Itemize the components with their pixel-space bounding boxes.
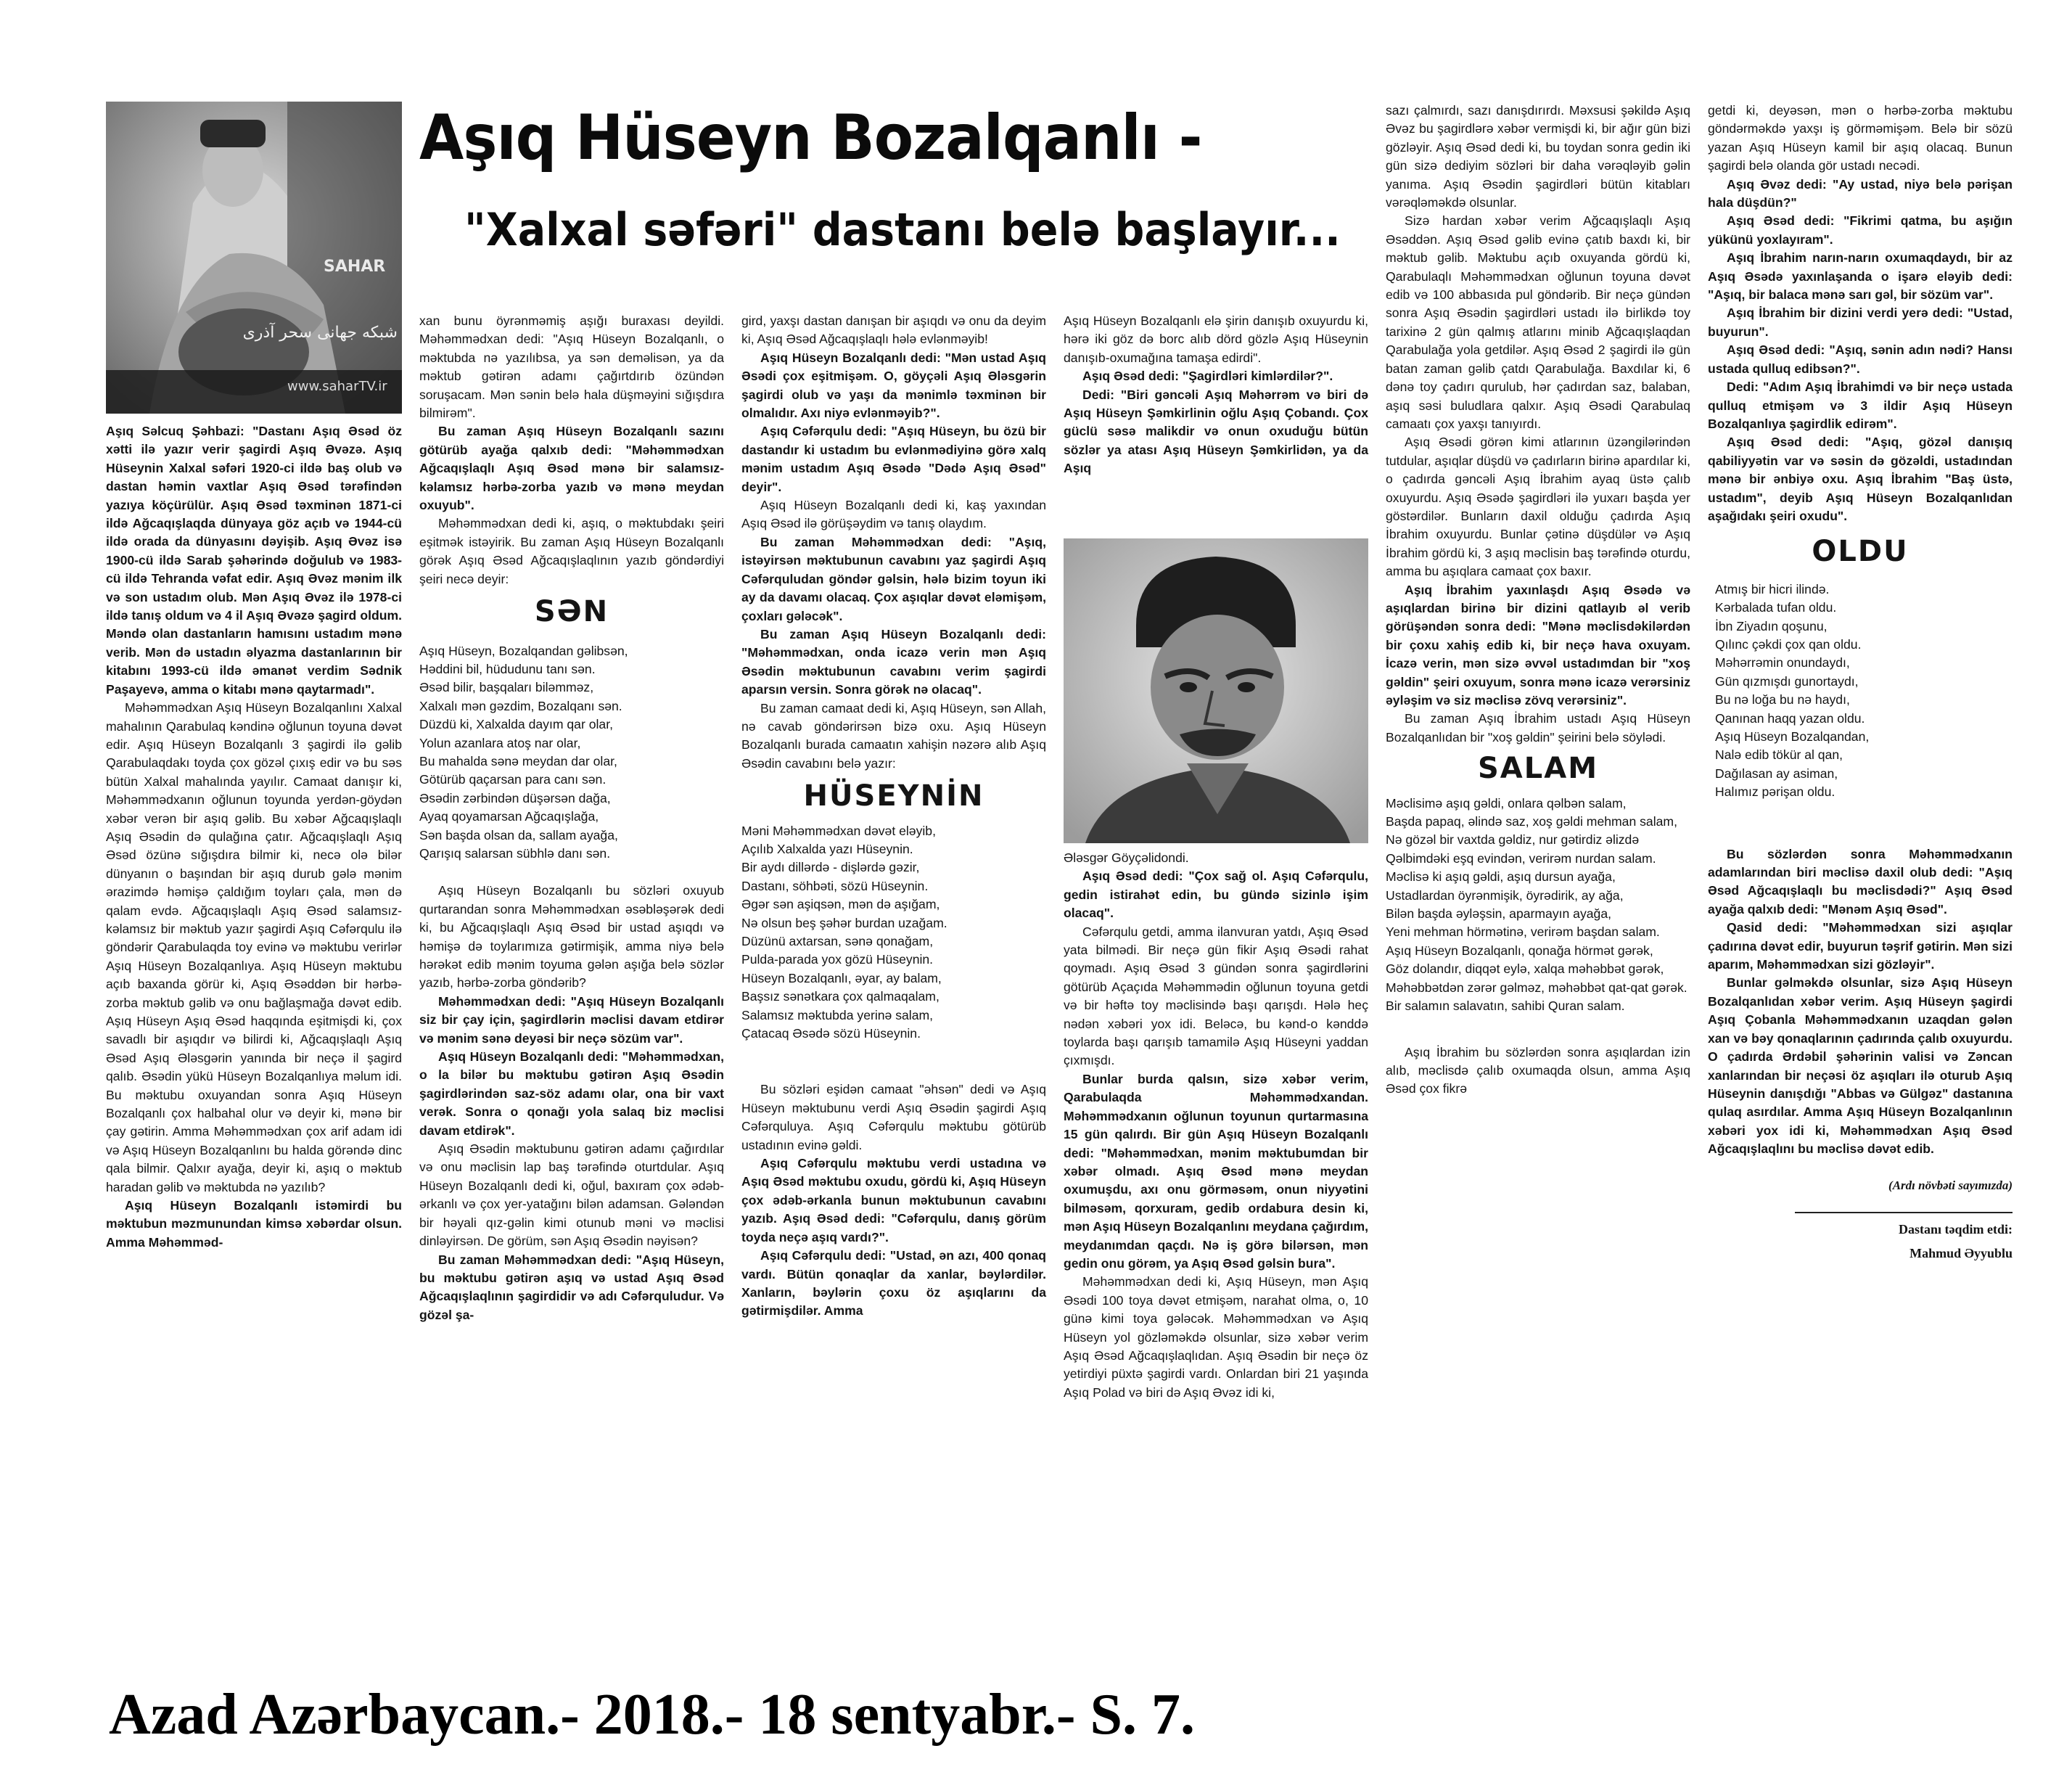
- col4-paragraph: Aşıq Əsəd dedi: "Şagirdləri kimlərdilər?".: [1082, 369, 1333, 384]
- citation-footer: Azad Azərbaycan.- 2018.- 18 sentyabr.- S. 7.: [109, 1683, 1195, 1747]
- col3-paragraph: Bu zaman camaat dedi ki, Aşıq Hüseyn, sən Allah, nə cavab göndərirsən bizə oxu. Aşıq Hüseyn Bozalqanlı burada camaatın xahişin nəzərə alıb Aşıq Əsədin cavabını belə yazır:: [741, 700, 1046, 771]
- col6-paragraph: Aşıq Əvəz dedi: "Ay ustad, niyə belə pərişan hala düşdün?": [1708, 176, 2013, 210]
- col2-paragraph: Bu zaman Aşıq Hüseyn Bozalqanlı sazını götürüb ayağa qalxıb dedi: "Məhəmmədxan Ağcaqışlaqlı Aşıq Əsəd mənə bir salamsız-kəlamsız hərbə-zorba yazıb və mənə meydan oxuyub".: [419, 424, 724, 513]
- section-heading-salam: SALAM: [1477, 752, 1598, 786]
- col2-paragraph: xan bunu öyrənməmiş aşığı buraxası deyildi. Məhəmmədxan dedi: "Aşıq Hüseyn Bozalqanlı, o məktubda nə yazılıbsa, ya sən deməlisən, ya da məktub gətirən adamı çağırtdırıb özündən soruşacam. Mən sənin belə hala düşməyini sığışdıra bilmirəm".: [419, 313, 724, 421]
- col3-paragraph: Aşıq Hüseyn Bozalqanlı dedi: "Mən ustad Aşıq Əsədi çox eşitmişəm. O, göyçəli Aşıq Ələsgərin şagirdi olub və yaşı da mənimlə təxminən bir olmalıdır. Axı niyə evlənməyib?".: [741, 350, 1046, 421]
- photo-alesger-goycelidondi: [1064, 538, 1368, 843]
- column-1: [106, 422, 402, 1252]
- col4-paragraph: Aşıq Əsəd dedi: "Çox sağ ol. Aşıq Cəfərqulu, gedin istirahət edin, bu gündə sizinlə işim olacaq".: [1064, 869, 1368, 921]
- col6-paragraph: getdi ki, deyəsən, mən o hərbə-zorba məktubu göndərməkdə yaxşı iş görməmişəm. Belə bir sözü yazan Aşıq Hüseyn kamil bir aşıq olacaq. Bunun şagirdi belə olanda gör ustadı necədi.: [1708, 103, 2013, 173]
- column-4: [1064, 312, 1368, 478]
- col1-paragraph: Məhəmmədxan Aşıq Hüseyn Bozalqanlını Xalxal mahalının Qarabulaq kəndinə oğlunun toyuna dəvət edir. Aşıq Hüseyn Bozalqanlı 3 şagirdi ilə gəlib Qarabulaqdakı toyda çox gözəl çıxış edir və bu səs bütün Xalxal mahalında yayılır. Camaat danışır ki, Məhəmmədxanın oğlunun toyunda yerdən-göydən xəbər verən bir aşıq gəlib. Bu xəbər Ağcaqışlaqlı Aşıq Əsədin də qulağına çatır. Ağcaqışlaqlı Aşıq Əsəd özünə sığışdıra bilmir ki, necə olə bilər dünyanın o başından bir aşıq durub gələ mənim ərazimdə həmişə çaldığım toyları çala, mən də qalam evdə. Ağcaqışlaqlı Aşıq Əsəd salamsız-kəlamsız bir məktub yazır şagirdi Aşıq Cəfərqulu ilə göndərir Qarabulaqda toy evinə və məktubu verirlər Aşıq Hüseyn Bozalqanlıya. Aşıq Hüseyn məktubu açıb baxanda görür ki, Aşıq Əsəddən bir hərbə-zorba məktub gəlib və onu bağlaşmağa dəvət edib. Aşıq Hüseyn Aşıq Əsəd haqqında eşitmişdi ki, çox savadlı bir aşıqdır və bilirdi ki, Ağcaqışlaqlı Aşıq Əsəd Aşıq Ələsgərin yanında bir neçə il şagird qalıb. Əsədin yükü Hüseyn Bozalqanlıya məlum idi. Bu məktubu oxuyandan sonra Aşıq Hüseyn Bozalqanlı çox halbahal olur və deyir ki, mənə bir çay gətirin. Amma Məhəmmədxan çox arif adam idi və Aşıq Hüseyn Bozalqanlını bu halda görəndə dinc qala bilmir. Qalxır ayağa, deyir ki, aşıq o məktub haradan gəlib və məktubda nə yazılıb?: [106, 700, 402, 1194]
- col5-paragraph: Aşıq İbrahim yaxınlaşdı Aşıq Əsədə və aşıqlardan birinə bir dizini qatlayıb əl verib görüşəndən sonra dedi: "Mənə məclisdəkilərdən bir çoxu xahiş edib ki, bir neçə hava oxuyam. İcazə verin, mən sizə əvvəl ustadımdan bir "xoş gəldin" şeiri oxuyum, sonra mənə icazə verərsiniz əyləşim və siz məclisə zövq verərsiniz".: [1386, 582, 1690, 708]
- col5-paragraph: Sizə hardan xəbər verim Ağcaqışlaqlı Aşıq Əsəddən. Aşıq Əsəd gəlib evinə çatıb baxdı ki, bir məktub gəlib. Məktubu açıb oxuyanda gördü ki, Qarabulaqlı Məhəmmədxan oğlunun toyuna dəvət edib və 100 abbasıda pul göndərib. Bir neçə gündən sonra Aşıq Əsədin şagirdləri ustadı ilə birlikdə toy tarixinə 2 gün qalmış atlarını minib Ağcaqışlaqdan Qarabulağa yola getdilər. Aşıq Əsəd 2 şagirdi ilə gün batan zaman gəlib çatdı Qarabulağa. Baxdılar ki, 6 dənə toy çadırı qurulub, hər çadırdan saz, balaban, aşıq səsi buludlara qalxır. Aşıq Əsədi Qarabulaq camaatı çox yaxşı tanıyırdı.: [1386, 213, 1690, 431]
- sahar-url: www.saharTV.ir: [287, 379, 387, 394]
- col4-paragraph: Cəfərqulu getdi, amma ilanvuran yatdı, Aşıq Əsəd yata bilmədi. Bir neçə gün fikir Aşıq Əsədi rahat qoymadı. Aşıq Əsəd 3 gündən sonra şagirdlərini götürüb Açaçıda Məhəmmədin oğlunun toyuna getdi və bir həftə toy məclisində başı qarışdı. Hələ heç nədən xəbəri yox idi. Beləcə, bu kənd-o kənddə toylarda başı qarışıb tamamilə Aşıq Hüseyni yaddan çıxmışdı.: [1064, 924, 1368, 1068]
- col3-paragraph: Bu zaman Məhəmmədxan dedi: "Aşıq, istəyirsən məktubunun cavabını yaz şagirdi Aşıq Cəfərquludan göndər gəlsin, hələ bizim toyun iki ay da davamı olacaq. Çox aşıqlar dəvət eləmişəm, çoxları gələcək".: [741, 534, 1046, 623]
- col6-paragraph: Aşıq İbrahim bir dizini verdi yerə dedi: "Ustad, buyurun".: [1708, 305, 2013, 339]
- section-heading-huseynin: HÜSEYNİN: [803, 779, 984, 813]
- col3-paragraph: Bu sözləri eşidən camaat "əhsən" dedi və Aşıq Hüseyn məktubunu verdi Aşıq Əsədin şagirdi Aşıq Cəfərquluya. Aşıq Cəfərqulu məktubu götürüb ustadının evinə gəldi.: [741, 1082, 1046, 1152]
- col3-paragraph: Aşıq Cəfərqulu dedi: "Ustad, ən azı, 400 qonaq vardı. Bütün qonaqlar da xanlar, bəylərdilər. Xanların, bəylərin çoxu öz aşıqlarını da gətirmişdilər. Amma: [741, 1248, 1046, 1319]
- col2-paragraph: Məhəmmədxan dedi ki, aşıq, o məktubdakı şeiri eşitmək istəyirik. Bu zaman Aşıq Hüseyn Bozalqanlı görək Aşıq Əsəd Ağcaqışlaqlının yazıb göndərdiyi şeiri necə deyir:: [419, 516, 724, 586]
- col4-paragraph: Məhəmmədxan dedi ki, Aşıq Hüseyn, mən Aşıq Əsədi 100 toya dəvət etmişəm, narahat olma, o, 10 günə kimi toya gələcək. Məhəmmədxan və Aşıq Hüseyn yol gözləməkdə olsunlar, sizə xəbər verim Aşıq Əsəd Ağcaqışlaqlıdan. Aşıq Əsədin bir neçə öz yetirdiyi püxtə şagirdi vardı. Onlardan biri 21 yaşında Aşıq Polad və biri də Aşıq Əvəz idi ki,: [1064, 1274, 1368, 1400]
- col2-paragraph: Aşıq Hüseyn Bozalqanlı bu sözləri oxuyub qurtarandan sonra Məhəmmədxan əsəbləşərək dedi ki, bu Ağcaqışlaqlı Aşıq Əsəd bir ustad aşıqdı və həmişə də toylarımıza gətirmişik, amma niyə belə hərəkət edib mənim toyuma gələn aşığa belə sözlər yazıb, hərbə-zorba göndərib?: [419, 883, 724, 991]
- col4-paragraph: Bunlar burda qalsın, sizə xəbər verim, Qarabulaqda Məhəmmədxandan. Məhəmmədxanın oğlunun toyunun qurtarmasına 15 gün qalırdı. Bir gün Aşıq Hüseyn Bozalqanlı dedi: "Məhəmmədxan, mənim məktubumdan bir xəbər olmadı. Aşıq Əsəd mənə meydan oxumuşdu, axı onu görməsəm, onun niyyətini bilməsəm, qorxuram, gedib ordabura desin ki, mən Aşıq Hüseyn Bozalqanlını meydana çağırdım, meydanımdan qaçdı. Nə iş görə bilərsən, mən gedin onu görəm, ya Aşıq Əsəd gəlsin bura".: [1064, 1071, 1368, 1271]
- column-5: [1386, 102, 1690, 1099]
- credit-label: Dastanı təqdim etdi:: [1899, 1221, 2013, 1237]
- col2-paragraph: Aşıq Hüseyn Bozalqanlı dedi: "Məhəmmədxan, o la bilər bu məktubu gətirən Aşıq Əsədin şagirdlərindən saz-söz adamı olar, ona bir vaxt verək. Sonra o qonağı yola salaq biz məclisi davam etdirək".: [419, 1049, 724, 1138]
- column-4-lower: [1064, 849, 1368, 1402]
- col6-paragraph: Aşıq Əsəd dedi: "Aşıq, sənin adın nədi? Hansı ustada qulluq edibsən?".: [1708, 343, 2013, 376]
- col6-paragraph: Bunlar gəlməkdə olsunlar, sizə Aşıq Hüseyn Bozalqanlıdan xəbər verim. Aşıq Hüseyn şagirdi Aşıq Çobanla Məhəmmədxanın uzaqdan gələn xan və bəy qonaqlarının çadırında çalıb oxuyurdu. O çadırda Ərdəbil şəhərinin valisi və Zəncan xanlarından bir neçəsi öz aşıqları ilə oturub Aşıq Hüseynin danışdığı "Abbas və Gülgəz" dastanına qulaq asırdılar. Amma Aşıq Hüseyn Bozalqanlının xəbəri yox idi ki, Məhəmmədxan Aşıq Əsəd Ağcaqışlaqlını bu məclisə dəvət edib.: [1708, 975, 2013, 1157]
- col6-paragraph: Bu sözlərdən sonra Məhəmmədxanın adamlarından biri məclisə daxil olub dedi: "Aşıq Əsəd Ağcaqışlaqlı bu məclisdədi?" Aşıq Əsəd ayağa qalxıb dedi: "Mənəm Aşıq Əsəd".: [1708, 846, 2013, 916]
- column-2: [419, 312, 724, 1324]
- credit-divider: [1795, 1212, 2013, 1213]
- col1-paragraph: Aşıq Hüseyn Bozalqanlı istəmirdi bu məktubun məzmunundan kimsə xəbərdar olsun. Amma Məhəmməd-: [106, 1198, 402, 1250]
- col3-paragraph: Aşıq Cəfərqulu dedi: "Aşıq Hüseyn, bu özü bir dastandır ki ustadım bu evlənmədiyinə görə xalq mənim ustadım Aşıq Əsədə "Dədə Aşıq Əsəd" deyir".: [741, 424, 1046, 494]
- continued-note: (Ardı növbəti sayımızda): [1888, 1178, 2013, 1192]
- col4-paragraph: Dedi: "Biri gəncəli Aşıq Məhərrəm və biri də Aşıq Hüseyn Şəmkirlinin oğlu Aşıq Çobandı. Çox güclü səsə malikdir və onun oxuduğu bütün sözlər ya atası Aşıq Hüseyn Şəmkirlidən, ya da Aşıq: [1064, 387, 1368, 476]
- column-3: [741, 312, 1046, 1321]
- sahar-logo: SAHAR: [324, 258, 386, 276]
- section-heading-oldu: OLDU: [1812, 535, 1909, 569]
- col2-paragraph: Bu zaman Məhəmmədxan dedi: "Aşıq Hüseyn, bu məktubu gətirən aşıq və ustad Aşıq Əsəd Ağcaqışlaqlının şagirdidir və adı Cəfərquludur. Və gözəl şa-: [419, 1252, 724, 1322]
- col5-paragraph: sazı çalmırdı, sazı danışdırırdı. Məxsusi şəkildə Aşıq Əvəz bu şagirdlərə xəbər vermişdi ki, bir ağır gün bizi gözləyir. Aşıq Əsəd dedi ki, bu toydan sonra gedin iki gün sizə dediyim sözləri bir daha vərəqləyib gəlin yanıma. Aşıq Əsədin şagirdləri bütün kitabları vərəqləməkdə olsunlar.: [1386, 103, 1690, 210]
- headline-line-1: Aşıq Hüseyn Bozalqanlı -: [419, 102, 1202, 174]
- col6-paragraph: Aşıq Əsəd dedi: "Fikrimi qatma, bu aşığın yükünü yoxlayıram".: [1708, 213, 2013, 247]
- photo-caption-alesger: Ələsgər Göyçəlidondi.: [1064, 850, 1189, 865]
- poem-huseynin: Məni Məhəmmədxan dəvət eləyib, Açılıb Xalxalda yazı Hüseynin. Bir aydı dillərdə - dişlərdə gəzir, Dastanı, söhbəti, sözü Hüseynin. Əgər sən aşiqsən, mən də aşığam, Nə olsun beş şəhər burdan uzağam. Düzünü axtarsan, sənə qonağam, Pulda-parada yox gözü Hüseynin. Hüseyn Bozalqanlı, əyar, ay balam, Başsız sənətkara çox qalmaqalam, Salamsız məktubda yerinə salam, Çatacaq Əsədə sözü Hüseynin.: [741, 823, 947, 1041]
- col2-paragraph: Aşıq Əsədin məktubunu gətirən adamı çağırdılar və onu məclisin lap baş tərəfində oturtdular. Aşıq Hüseyn Bozalqanlı dedi ki, oğul, baxıram çox ədəb-ərkanlı və çox yer-yatağını bilən adamsan. Gələndən bir həyali qız-gəlin kimi otunub məni və məclisi dinləyirsən. De görüm, sən Aşıq Əsədin nəyisən?: [419, 1141, 724, 1249]
- col6-paragraph: Qasid dedi: "Məhəmmədxan sizi aşıqlar çadırına dəvət edir, buyurun təşrif gətirin. Mən sizi aparım, Məhəmmədxan sizi gözləyir".: [1708, 920, 2013, 972]
- poem-salam: Məclisimə aşıq gəldi, onlara qəlbən salam, Başda papaq, əlində saz, xoş gəldi mehman salam, Nə gözəl bir vaxtda gəldiz, nur gətirdiz əlizdə Qəlbimdəki eşq evindən, verirəm nurdan salam. Məclisə ki aşıq gəldi, aşıq dursun ayağa, Ustadlardan öyrənmişik, öyrədirik, ay ağa, Bilən başda əyləşsin, aparmayın ayağa, Yeni mehman hörmətinə, verirəm başdan salam. Aşıq Hüseyn Bozalqanlı, qonağa hörmət gərək, Göz dolandır, diqqət eylə, xalqa məhəbbət gərək, Məhəbbətdən zərər gəlməz, məhəbbət qat-qat gərək. Bir salamın salavatın, sahibi Quran salam.: [1386, 795, 1687, 1014]
- col3-paragraph: Bu zaman Aşıq Hüseyn Bozalqanlı dedi: "Məhəmmədxan, onda icazə verin mən Aşıq Əsədin məktubunun cavabını verim şagirdi aparsın versin. Sonra görək nə olacaq".: [741, 626, 1046, 697]
- col2-paragraph: Məhəmmədxan dedi: "Aşıq Hüseyn Bozalqanlı siz bir çay için, şagirdlərin məclisi davam etdirər və mənim sənə deyəsi bir neçə sözüm var".: [419, 993, 724, 1046]
- col5-paragraph: Aşıq Əsədi görən kimi atlarının üzəngilərindən tutdular, aşıqlar düşdü və çadırların birinə apardılar ki, o çadırda gəncəli Aşıq İbrahim ayaq üstə çalıb oxuyurdu. Aşıq Əsədə şagirdləri ilə yuxarı başda yer göstərdilər. Bunların daxil olduğu çadırda Aşıq İbrahim oxuyurdu. Bunlar çətinə düşdülər və Aşıq İbrahim gördü ki, 3 aşıq məclisin baş tərəfində oturdu, amma bu aşıqlara camaat çox baxır.: [1386, 435, 1690, 579]
- sahar-arabic-text: شبکه جهانی سحر آذری: [242, 324, 398, 342]
- headline-line-2: "Xalxal səfəri" dastanı belə başlayır...: [464, 203, 1341, 256]
- photo-alesger-drawing: [1064, 538, 1368, 843]
- col5-paragraph: Aşıq İbrahim bu sözlərdən sonra aşıqlardan izin alıb, məclisdə çalıb oxumaqda olsun, amma Aşıq Əsəd çox fikrə: [1386, 1044, 1690, 1096]
- column-6: [1708, 102, 2013, 1263]
- col3-paragraph: Aşıq Cəfərqulu məktubu verdi ustadına və Aşıq Əsəd məktubu oxudu, gördü ki, Aşıq Hüseyn çox ədəb-ərkanla bunun məktubunun cavabını yazıb. Aşıq Əsəd dedi: "Cəfərqulu, danış görüm toyda neçə aşıq vardı?".: [741, 1156, 1046, 1244]
- section-heading-sen: SƏN: [534, 595, 609, 629]
- credit-name: Mahmud Əyyublu: [1909, 1246, 2013, 1261]
- col5-paragraph: Bu zaman Aşıq İbrahim ustadı Aşıq Hüseyn Bozalqanlıdan bir "xoş gəldin" şeirini belə söylədi.: [1386, 711, 1690, 745]
- col6-paragraph: Aşıq İbrahim narın-narın oxumaqdaydı, bir az Aşıq Əsədə yaxınlaşanda o işarə eləyib dedi: "Aşıq, bir balaca mənə sarı gəl, bir sözüm var".: [1708, 250, 2013, 303]
- col6-paragraph: Dedi: "Adım Aşıq İbrahimdi və bir neçə ustada qulluq etmişəm və 3 ildir Aşıq Hüseyn Bozalqanlıya şagirdlik edirəm".: [1708, 380, 2013, 431]
- col3-paragraph: Aşıq Hüseyn Bozalqanlı dedi ki, kaş yaxından Aşıq Əsəd ilə görüşəydim və tanış olaydım.: [741, 498, 1046, 531]
- col3-paragraph: gird, yaxşı dastan danışan bir aşıqdı və onu da deyim ki, Aşıq Əsəd Ağcaqışlaqlı hələ evlənməyib!: [741, 313, 1046, 347]
- poem-oldu: Atmış bir hicri ilində. Kərbalada tufan oldu. İbn Ziyadın qoşunu, Qılınc çəkdi çox qan oldu. Məhərrəmin onundaydı, Gün qızmışdı gunortaydı, Bu nə loğa bu nə haydı, Qanınan haqq yazan oldu. Aşıq Hüseyn Bozalqandan, Nalə edib tökür al qan, Dağılasan ay asiman, Halımız pərişan oldu.: [1715, 581, 1870, 800]
- poem-sen: Aşıq Hüseyn, Bozalqandan gəlibsən, Həddini bil, hüdudunu tanı sən. Əsəd bilir, başqaları biləmməz, Xalxalı mən gəzdim, Bozalqanı sən. Düzdü ki, Xalxalda dayım qar olar, Yolun azanlara atoş nar olar, Bu mahalda sənə meydan dar olar, Götürüb qaçarsan para canı sən. Əsədin zərbindən düşərsən dağa, Ayaq qoyamarsan Ağcaqışlağa, Sən başda olsan da, sallam ayağa, Qarışıq salarsan sübhlə danı sən.: [419, 643, 628, 861]
- photo-caption-top: Aşıq Səlcuq Şəhbazi: "Dastanı Aşıq Əsəd öz xətti ilə yazır verir şagirdi Aşıq Əvəzə. Aşıq Hüseynin Xalxal səfəri 1920-ci ildə baş olub və dastan həmin vaxtlar Aşıq Əsəd tərəfindən yazıya köçürülür. Aşıq Əsəd təxminən 1871-ci ildə Ağcaqışlaqda dünyaya göz açıb və 1944-cü ildə orada da dünyasını dəyişib. Aşıq Əvəz isə 1900-cü ildə Sarab şəhərində doğulub və 1983-cü ildə Tehranda vəfat edir. Aşıq Əvəz mənim ilk və son ustadım olub. Mən Aşıq Əvəz ilə 1978-ci ildə tanış oldum və 4 il Aşıq Əvəzə şagird oldum. Məndə olan dastanların hamısını ustadım mənə verib. Mən də ustadın əlyazma dastanlarının bir kitabını 1993-cü ildə əmanət verdim Sədnik Paşayevə, amma o kitabı mənə qaytarmadı".: [106, 424, 402, 697]
- col6-paragraph: Aşıq Əsəd dedi: "Aşıq, gözəl danışıq qabiliyyətin var və səsin də gözəldi, ustadından mənə bir ənbiyə oxu. Aşıq İbrahim "Baş üstə, ustadım", deyib Aşıq Hüseyn Bozalqanlıdan aşağıdakı şeiri oxudu".: [1708, 435, 2013, 523]
- photo-ashiq-selcuq: [106, 102, 402, 414]
- col4-paragraph: Aşıq Hüseyn Bozalqanlı elə şirin danışıb oxuyurdu ki, hərə iki göz də borc alıb dörd gözlə Aşıq Hüseynin danışıb-oxumağına tamaşa edirdi".: [1064, 313, 1368, 365]
